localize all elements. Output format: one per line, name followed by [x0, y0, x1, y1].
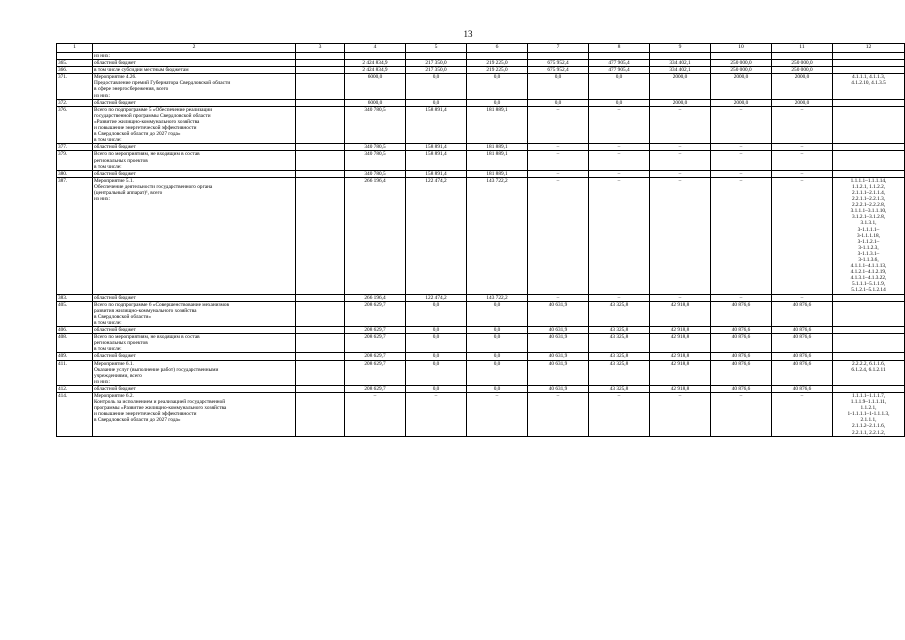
row-value: –: [528, 170, 589, 177]
row-value: 40 876,6: [772, 385, 833, 392]
row-value: 208 629,7: [345, 327, 406, 334]
col-header: 1: [57, 44, 93, 53]
row-number: 366.: [57, 67, 93, 74]
row-col3: [296, 294, 345, 301]
row-number: 371.: [57, 74, 93, 99]
row-targets: [833, 53, 905, 60]
row-value: 0,0: [467, 353, 528, 360]
table-row: [57, 99, 905, 106]
row-value: 675 952,4: [528, 60, 589, 67]
row-value: 40 876,6: [711, 327, 772, 334]
row-name: Всего по мероприятиям, не входящим в состав региональных проектов в том числе:: [93, 151, 296, 170]
row-value: 181 889,1: [467, 144, 528, 151]
row-number: 365.: [57, 60, 93, 67]
row-name: в том числе субсидии местным бюджетам: [93, 67, 296, 74]
row-col3: [296, 60, 345, 67]
row-col3: [296, 385, 345, 392]
row-value: 250 000,0: [772, 60, 833, 67]
row-col3: [296, 53, 345, 60]
row-name: Всего по мероприятиям, не входящим в состав региональных проектов в том числе:: [93, 334, 296, 353]
row-col3: [296, 360, 345, 385]
row-value: –: [711, 392, 772, 436]
row-value: 250 000,0: [711, 67, 772, 74]
row-targets: [833, 334, 905, 353]
table-row: [57, 74, 905, 99]
row-value: 2000,0: [650, 99, 711, 106]
row-value: –: [528, 106, 589, 144]
table-body: [57, 53, 905, 437]
row-number: 414.: [57, 392, 93, 436]
row-number: 383.: [57, 294, 93, 301]
table-row: [57, 106, 905, 144]
row-value: 0,0: [406, 327, 467, 334]
row-name: областной бюджет: [93, 385, 296, 392]
row-value: 0,0: [467, 301, 528, 326]
row-value: 0,0: [406, 385, 467, 392]
row-value: 40 631,9: [528, 385, 589, 392]
row-value: –: [772, 294, 833, 301]
row-value: 0,0: [528, 74, 589, 99]
row-value: 0,0: [589, 74, 650, 99]
col-header: 7: [528, 44, 589, 53]
row-targets: 1.1.1.1–1.1.1.7, 1.1.1.9–1.1.1.11, 1.1.2.1, 1-1.1.1.1–1-1.1.1.3, 2.1.1.1, 2.1.1.2–2.1.1.6, 2.2.1.1, 2.2.1.2,: [833, 392, 905, 436]
row-name: областной бюджет: [93, 294, 296, 301]
row-value: 2 424 834,9: [345, 60, 406, 67]
row-value: 0,0: [467, 99, 528, 106]
col-header: 8: [589, 44, 650, 53]
row-targets: [833, 301, 905, 326]
row-col3: [296, 334, 345, 353]
row-value: 0,0: [406, 360, 467, 385]
row-value: 0,0: [528, 99, 589, 106]
row-value: 40 631,9: [528, 334, 589, 353]
col-header: 11: [772, 44, 833, 53]
row-value: 0,0: [467, 334, 528, 353]
row-value: 40 876,6: [711, 334, 772, 353]
row-value: 340 780,5: [345, 170, 406, 177]
row-name: Мероприятие 4.26. Предоставление премий Губернатора Свердловской области в сфере энергосбережения, всего из них:: [93, 74, 296, 99]
row-value: [345, 53, 406, 60]
row-name: Мероприятие 6.2. Контроль за исполнением и реализацией государственной программы «Развитие жилищно-коммунального хозяйства и повышение энергетической эффективности в Свердловской области до 2027 года»: [93, 392, 296, 436]
row-value: –: [772, 144, 833, 151]
table-row: [57, 151, 905, 170]
row-name: из них:: [93, 53, 296, 60]
row-value: 0,0: [589, 99, 650, 106]
row-col3: [296, 67, 345, 74]
row-col3: [296, 170, 345, 177]
row-name: Всего по подпрограмме 5 «Обеспечение реализации государственной программы Свердловской области «Развитие жилищно-коммунального хозяйства и повышение энергетической эффективности в Свердловской области до 2027 года» в том числе:: [93, 106, 296, 144]
row-value: 143 722,2: [467, 177, 528, 294]
table-row: [57, 294, 905, 301]
row-value: 43 325,8: [589, 360, 650, 385]
table-row: [57, 67, 905, 74]
row-value: 42 918,8: [650, 334, 711, 353]
table-row: [57, 327, 905, 334]
row-value: –: [589, 170, 650, 177]
row-value: 122 474,2: [406, 177, 467, 294]
col-header: 6: [467, 44, 528, 53]
row-number: 406.: [57, 327, 93, 334]
row-col3: [296, 151, 345, 170]
row-value: [589, 53, 650, 60]
row-value: 0,0: [406, 301, 467, 326]
row-value: 181 889,1: [467, 106, 528, 144]
row-value: 2000,0: [711, 99, 772, 106]
row-value: 40 876,6: [772, 360, 833, 385]
row-value: 208 629,7: [345, 385, 406, 392]
col-header: 2: [93, 44, 296, 53]
row-value: [650, 53, 711, 60]
row-value: 40 876,6: [711, 385, 772, 392]
row-value: 266 196,4: [345, 177, 406, 294]
row-value: 40 876,6: [772, 301, 833, 326]
row-value: [528, 53, 589, 60]
row-name: областной бюджет: [93, 327, 296, 334]
row-value: 42 918,8: [650, 327, 711, 334]
table-row: [57, 301, 905, 326]
row-value: 340 780,5: [345, 151, 406, 170]
row-value: 158 891,4: [406, 170, 467, 177]
row-value: 208 629,7: [345, 334, 406, 353]
row-value: –: [589, 177, 650, 294]
row-value: –: [589, 294, 650, 301]
row-value: [711, 53, 772, 60]
row-col3: [296, 177, 345, 294]
row-value: 40 876,6: [772, 334, 833, 353]
row-number: 372.: [57, 99, 93, 106]
row-targets: [833, 60, 905, 67]
row-number: 408.: [57, 334, 93, 353]
row-value: 217 350,0: [406, 60, 467, 67]
row-value: 675 952,4: [528, 67, 589, 74]
row-name: областной бюджет: [93, 60, 296, 67]
table-row: [57, 360, 905, 385]
row-targets: [833, 170, 905, 177]
row-value: 0,0: [467, 327, 528, 334]
row-value: 2000,0: [772, 99, 833, 106]
row-value: 0,0: [406, 353, 467, 360]
row-number: 380.: [57, 170, 93, 177]
row-value: 43 325,8: [589, 334, 650, 353]
row-value: 0,0: [406, 74, 467, 99]
row-name: областной бюджет: [93, 170, 296, 177]
row-value: –: [772, 392, 833, 436]
row-value: 250 000,0: [772, 67, 833, 74]
row-value: 42 918,8: [650, 353, 711, 360]
row-value: –: [650, 392, 711, 436]
row-name: областной бюджет: [93, 144, 296, 151]
row-value: 208 629,7: [345, 301, 406, 326]
row-value: 250 000,0: [711, 60, 772, 67]
col-header: 5: [406, 44, 467, 53]
row-value: –: [528, 294, 589, 301]
col-header: 9: [650, 44, 711, 53]
row-value: –: [650, 294, 711, 301]
row-value: 0,0: [467, 385, 528, 392]
row-value: –: [650, 106, 711, 144]
row-value: 0,0: [467, 74, 528, 99]
row-value: 0,0: [406, 99, 467, 106]
row-value: 2 424 834,9: [345, 67, 406, 74]
row-value: 143 722,2: [467, 294, 528, 301]
row-value: 6000,0: [345, 99, 406, 106]
row-value: 2000,0: [711, 74, 772, 99]
row-value: 217 350,0: [406, 67, 467, 74]
row-targets: [833, 294, 905, 301]
row-value: 477 905,4: [589, 60, 650, 67]
row-targets: [833, 67, 905, 74]
row-value: 40 876,6: [711, 353, 772, 360]
table-row: [57, 177, 905, 294]
table-row: [57, 60, 905, 67]
row-value: 219 225,0: [467, 67, 528, 74]
row-value: 158 891,4: [406, 144, 467, 151]
row-value: 477 905,4: [589, 67, 650, 74]
row-name: областной бюджет: [93, 99, 296, 106]
table-row: [57, 385, 905, 392]
row-name: Всего по подпрограмме 6 «Совершенствование механизмов развития жилищно-коммунального хозяйства в Свердловской области» в том числе:: [93, 301, 296, 326]
row-targets: [833, 99, 905, 106]
row-value: 40 876,6: [772, 327, 833, 334]
row-value: 2000,0: [772, 74, 833, 99]
row-col3: [296, 144, 345, 151]
row-value: –: [772, 106, 833, 144]
row-value: –: [711, 106, 772, 144]
row-targets: [833, 144, 905, 151]
row-targets: [833, 327, 905, 334]
row-value: 0,0: [467, 360, 528, 385]
row-value: 40 876,6: [711, 360, 772, 385]
row-value: 43 325,8: [589, 327, 650, 334]
row-value: 340 780,5: [345, 144, 406, 151]
row-value: [406, 53, 467, 60]
row-value: –: [650, 177, 711, 294]
row-targets: [833, 151, 905, 170]
row-value: 334 402,1: [650, 60, 711, 67]
row-value: 40 631,9: [528, 327, 589, 334]
row-number: 405.: [57, 301, 93, 326]
row-value: –: [650, 170, 711, 177]
row-value: –: [711, 151, 772, 170]
row-targets: 1.1.1.1–1.1.1.14, 1.1.2.1, 1.1.2.2, 2.1.1.1–2.1.1.4, 2.2.1.1–2.2.1.3, 2.2.2.1–2.2.2.8, 3.1.1.1–3.1.1.10, 3.1.2.1–3.1.2.8, 3.1.3.1, 3-1.1.1.1– 3-1.1.1.18, 3-1.1.2.1– 3-1.1.2.3, 3-1.1.3.1– 3-1.1.3.6, 4.1.1.1–4.1.1.13, 4.1.2.1–4.1.2.19, 4.1.3.1–4.1.3.22, 5.1.1.1–5.1.1.9, 5.1.2.1–5.1.2.14: [833, 177, 905, 294]
row-number: 379.: [57, 151, 93, 170]
row-value: –: [345, 392, 406, 436]
page-number: 13: [463, 29, 473, 39]
row-number: 376.: [57, 106, 93, 144]
row-value: 40 876,6: [772, 353, 833, 360]
row-value: 43 325,8: [589, 301, 650, 326]
row-value: 43 325,8: [589, 353, 650, 360]
row-col3: [296, 99, 345, 106]
row-value: 2000,0: [650, 74, 711, 99]
row-value: –: [711, 294, 772, 301]
row-value: –: [589, 106, 650, 144]
row-targets: [833, 353, 905, 360]
row-name: Мероприятие 5.1. Обеспечение деятельности государственного органа (центральный аппарат)¹, всего из них:: [93, 177, 296, 294]
row-value: –: [711, 177, 772, 294]
table-row: [57, 334, 905, 353]
row-value: 40 631,9: [528, 301, 589, 326]
row-value: 122 474,2: [406, 294, 467, 301]
row-value: [467, 53, 528, 60]
row-name: Мероприятие 6.1. Оказание услуг (выполнение работ) государственными учреждениями, всего из них:: [93, 360, 296, 385]
row-col3: [296, 327, 345, 334]
row-value: –: [528, 144, 589, 151]
row-value: [772, 53, 833, 60]
row-value: –: [772, 170, 833, 177]
row-value: 42 918,8: [650, 301, 711, 326]
table-row: [57, 353, 905, 360]
col-header: 4: [345, 44, 406, 53]
row-col3: [296, 353, 345, 360]
row-col3: [296, 392, 345, 436]
row-value: –: [711, 170, 772, 177]
row-value: –: [589, 392, 650, 436]
row-value: –: [772, 177, 833, 294]
row-value: –: [528, 392, 589, 436]
row-value: –: [467, 392, 528, 436]
col-header: 10: [711, 44, 772, 53]
row-value: –: [650, 151, 711, 170]
budget-table: [56, 43, 905, 437]
table-row: [57, 144, 905, 151]
row-value: 0,0: [406, 334, 467, 353]
row-value: 158 891,4: [406, 151, 467, 170]
col-header: 3: [296, 44, 345, 53]
table-row: [57, 392, 905, 436]
row-targets: [833, 106, 905, 144]
row-value: 40 631,9: [528, 353, 589, 360]
row-value: 208 629,7: [345, 360, 406, 385]
row-value: 40 876,6: [711, 301, 772, 326]
row-value: –: [406, 392, 467, 436]
row-value: –: [528, 177, 589, 294]
row-value: –: [650, 144, 711, 151]
row-number: [57, 53, 93, 60]
row-number: 411.: [57, 360, 93, 385]
row-value: 42 918,8: [650, 385, 711, 392]
table-row: [57, 170, 905, 177]
row-value: –: [589, 144, 650, 151]
row-value: 158 891,4: [406, 106, 467, 144]
row-col3: [296, 74, 345, 99]
row-targets: 4.1.1.1, 4.1.1.3, 4.1.2.10, 4.1.3.5: [833, 74, 905, 99]
row-value: 181 889,1: [467, 151, 528, 170]
row-value: 181 889,1: [467, 170, 528, 177]
row-value: 219 225,0: [467, 60, 528, 67]
row-value: –: [589, 151, 650, 170]
row-number: 377.: [57, 144, 93, 151]
row-value: 6000,0: [345, 74, 406, 99]
row-value: 40 631,9: [528, 360, 589, 385]
row-value: 334 402,1: [650, 67, 711, 74]
row-value: 340 780,5: [345, 106, 406, 144]
row-value: –: [711, 144, 772, 151]
row-value: –: [772, 151, 833, 170]
row-value: 208 629,7: [345, 353, 406, 360]
row-name: областной бюджет: [93, 353, 296, 360]
row-number: 412.: [57, 385, 93, 392]
row-col3: [296, 106, 345, 144]
row-value: 266 196,4: [345, 294, 406, 301]
row-targets: 2.2.2.2, 6.1.1.6, 6.1.2.4, 6.1.2.11: [833, 360, 905, 385]
header-row: [57, 44, 905, 53]
row-targets: [833, 385, 905, 392]
row-value: –: [528, 151, 589, 170]
row-value: 42 918,8: [650, 360, 711, 385]
row-col3: [296, 301, 345, 326]
col-header: 12: [833, 44, 905, 53]
row-number: 409.: [57, 353, 93, 360]
row-number: 387.: [57, 177, 93, 294]
row-value: 43 325,8: [589, 385, 650, 392]
table-row: [57, 53, 905, 60]
